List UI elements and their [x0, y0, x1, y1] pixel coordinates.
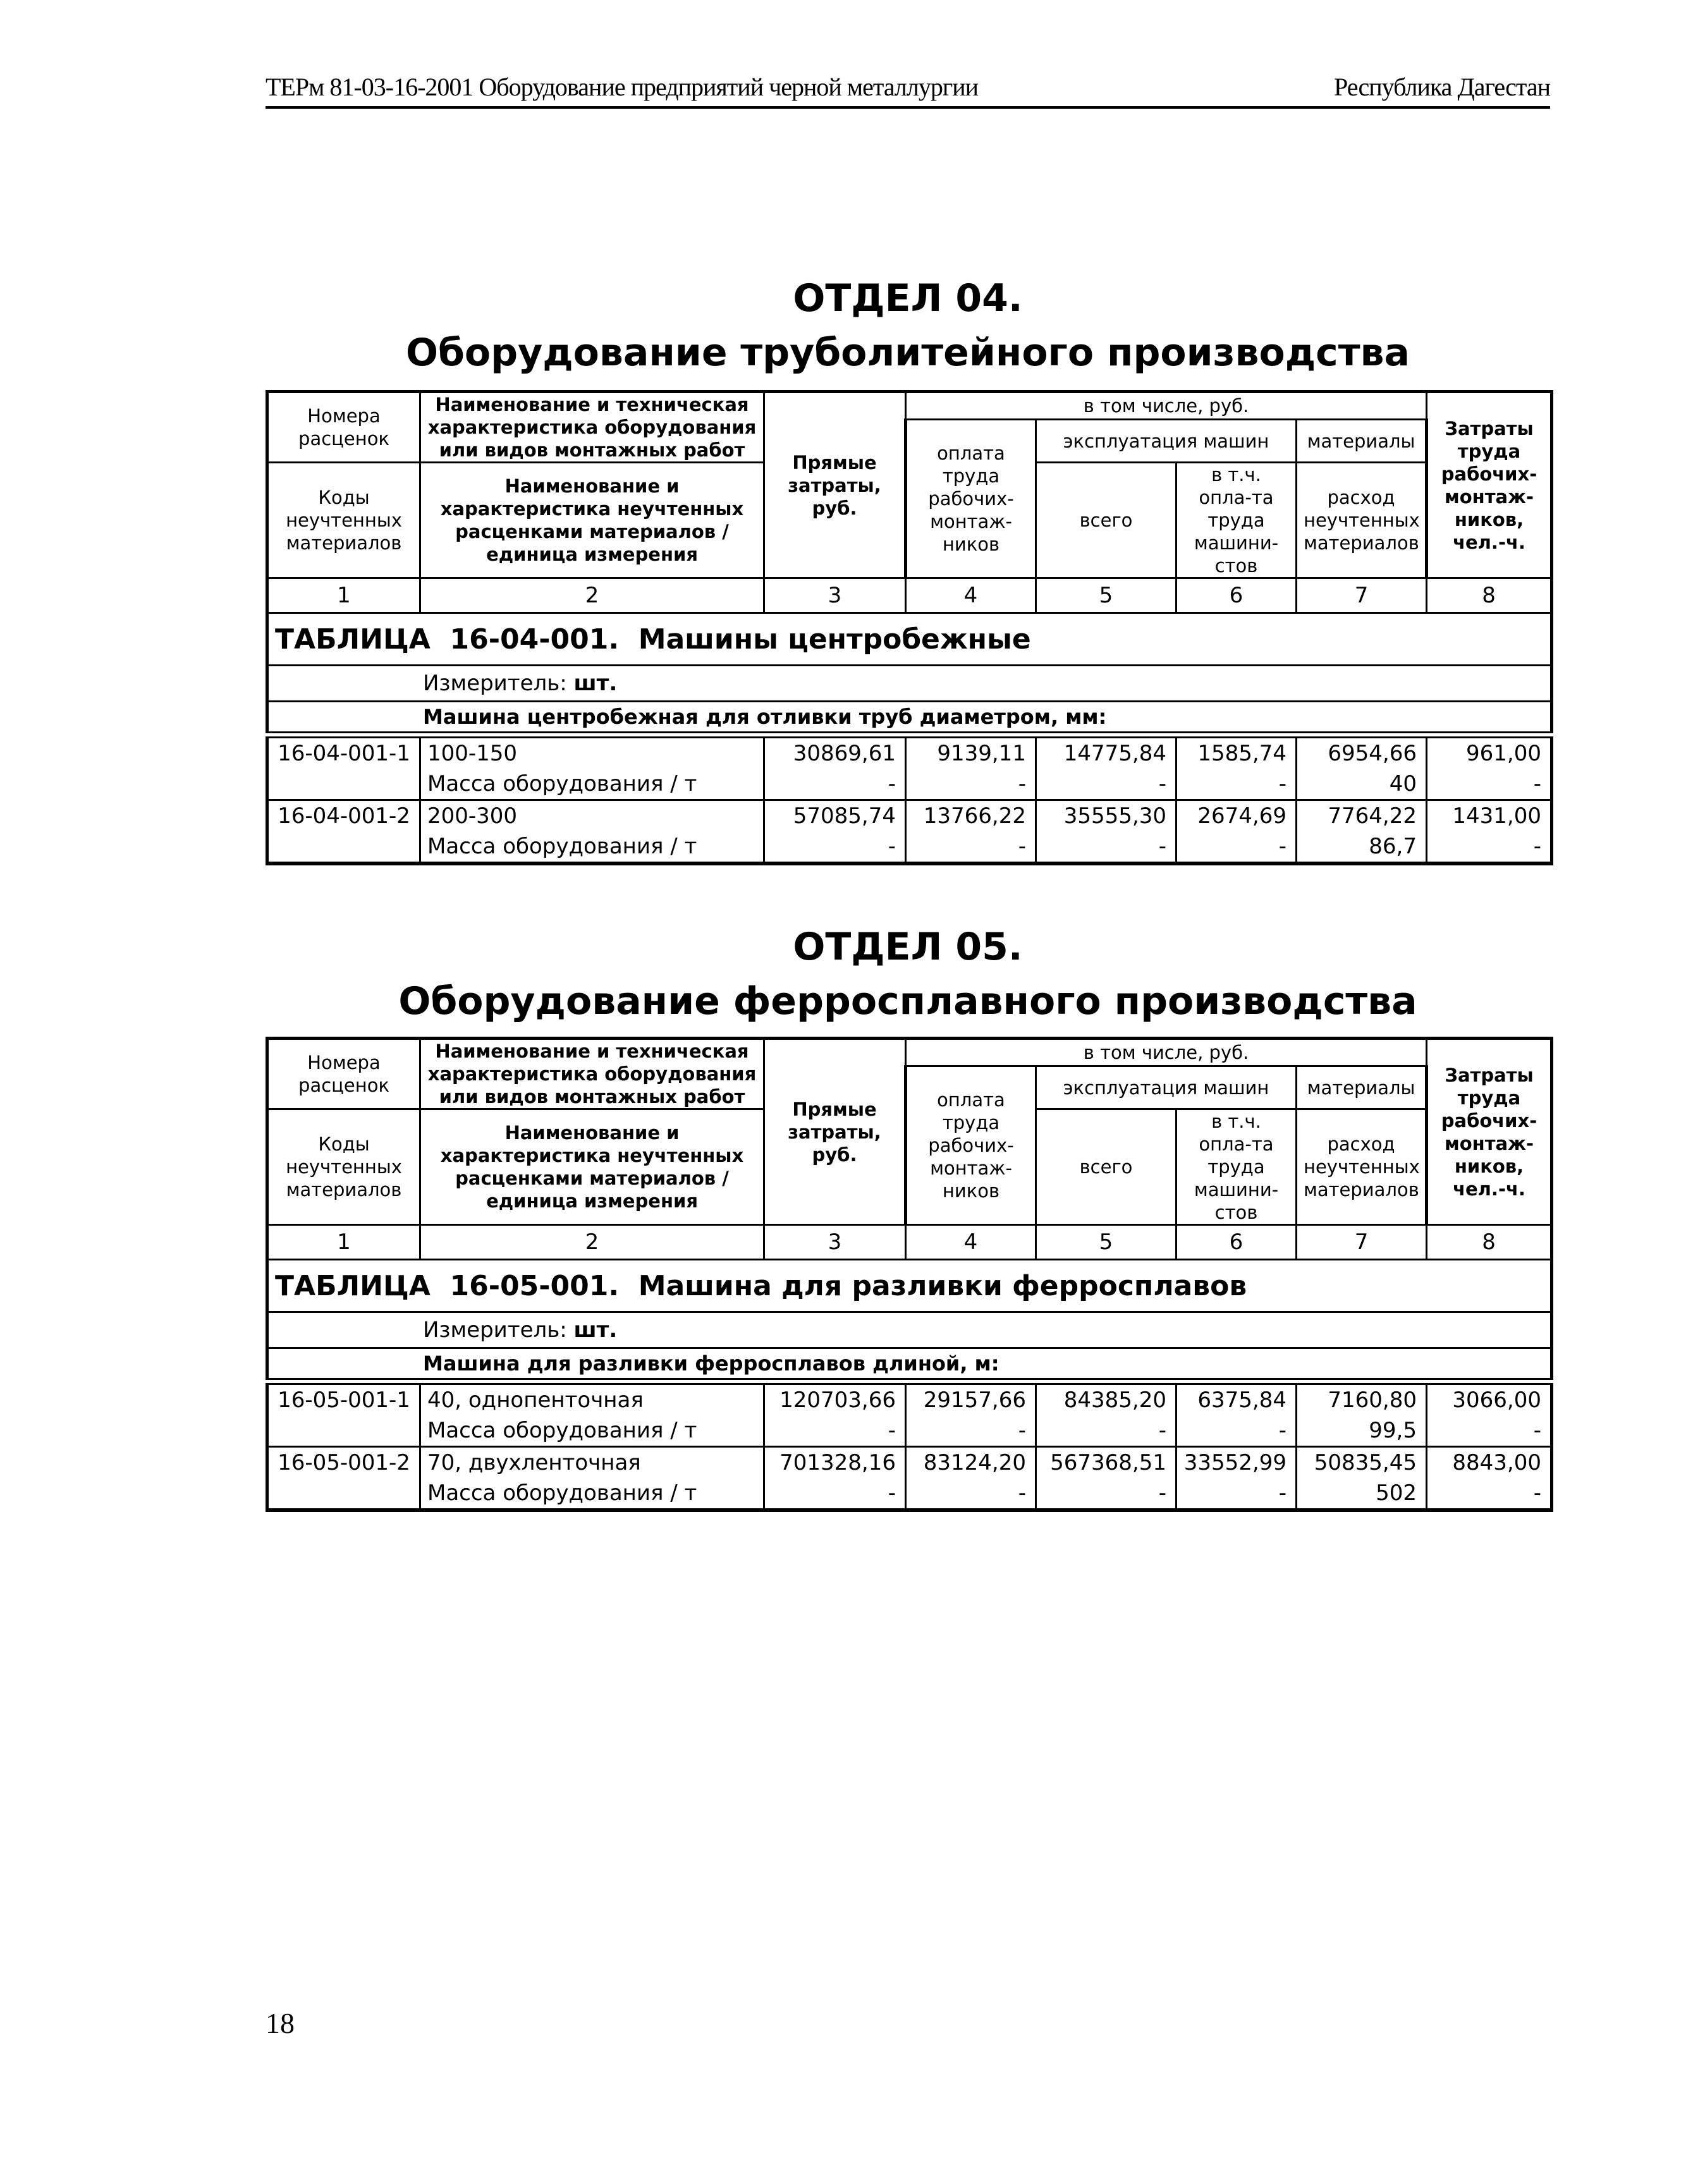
- col-number: 5: [1036, 1225, 1176, 1260]
- table-row: [267, 800, 1552, 832]
- col-number: 4: [906, 578, 1036, 613]
- rate-rows-05: [266, 1383, 1553, 1512]
- labor-pay: -: [906, 1415, 1036, 1447]
- direct-costs: -: [764, 831, 906, 863]
- col-materials: материалы: [1297, 420, 1427, 463]
- section-title: ОТДЕЛ 04.: [793, 276, 1023, 320]
- table-heading: [267, 613, 1552, 666]
- material-name: Масса оборудования / т: [420, 831, 764, 863]
- col-name: Наименование и техническая характеристика оборудования или видов монтажных работ: [420, 1039, 764, 1109]
- rate-table-04: [266, 390, 1553, 733]
- col-total: всего: [1036, 1109, 1176, 1225]
- labor-hours: 3066,00: [1427, 1384, 1552, 1416]
- group-heading: Машина для разливки ферросплавов длиной, м:: [267, 1348, 1552, 1379]
- table-row: [267, 1415, 1552, 1447]
- materials: 50835,45: [1297, 1447, 1427, 1479]
- col-total: всего: [1036, 463, 1176, 578]
- direct-costs: 120703,66: [764, 1384, 906, 1416]
- material-name: Масса оборудования / т: [420, 1415, 764, 1447]
- rate-name: 40, однопенточная: [420, 1384, 764, 1416]
- rate-rows-04: [266, 736, 1553, 865]
- running-header: [266, 66, 1550, 109]
- section-title: ОТДЕЛ 05.: [793, 925, 1023, 969]
- col-material-usage: расход неучтенных материалов: [1297, 1109, 1427, 1225]
- measure-unit: [267, 666, 1552, 702]
- section-subtitle: Оборудование ферросплавного производства: [398, 979, 1417, 1023]
- direct-costs: -: [764, 1415, 906, 1447]
- col-number: 2: [420, 578, 764, 613]
- material-usage: 40: [1297, 769, 1427, 800]
- machinist-pay: 2674,69: [1176, 800, 1297, 832]
- rate-code: 16-05-001-2: [267, 1447, 420, 1479]
- labor-pay: -: [906, 1478, 1036, 1510]
- col-number: 8: [1427, 1225, 1552, 1260]
- document-code: ТЕРм 81-03-16-2001 Оборудование предприятий черной металлургии: [266, 73, 979, 101]
- page-number: 18: [266, 2007, 295, 2039]
- machine-total: 84385,20: [1036, 1384, 1176, 1416]
- col-number: 4: [906, 1225, 1036, 1260]
- labor-hours: 1431,00: [1427, 800, 1552, 832]
- direct-costs: 57085,74: [764, 800, 906, 832]
- col-materials: материалы: [1297, 1066, 1427, 1109]
- material-code: [267, 831, 420, 863]
- measure-label: Измеритель:: [423, 671, 567, 696]
- material-code: [267, 1478, 420, 1510]
- direct-costs: 701328,16: [764, 1447, 906, 1479]
- col-labor-pay: оплата труда рабочих-монтаж-ников: [906, 1066, 1036, 1225]
- material-name: Масса оборудования / т: [420, 1478, 764, 1510]
- table-row: [267, 1478, 1552, 1510]
- labor-hours: -: [1427, 1415, 1552, 1447]
- materials: 7764,22: [1297, 800, 1427, 832]
- col-number: 7: [1297, 578, 1427, 613]
- measure-label: Измеритель:: [423, 1317, 567, 1343]
- col-rate-numbers: Номера расценок: [267, 1039, 420, 1109]
- labor-hours: 961,00: [1427, 738, 1552, 769]
- machine-total: 567368,51: [1036, 1447, 1176, 1479]
- table-row: [267, 1384, 1552, 1416]
- direct-costs: -: [764, 1478, 906, 1510]
- col-number: 6: [1176, 1225, 1297, 1260]
- material-usage: 502: [1297, 1478, 1427, 1510]
- labor-hours: -: [1427, 769, 1552, 800]
- direct-costs: -: [764, 769, 906, 800]
- machine-total: -: [1036, 769, 1176, 800]
- col-number: 1: [267, 578, 420, 613]
- region-name: Республика Дагестан: [1334, 73, 1550, 101]
- table-code: 16-05-001.: [449, 1269, 620, 1302]
- machine-total: -: [1036, 831, 1176, 863]
- section-subtitle: Оборудование труболитейного производства: [406, 331, 1410, 375]
- machinist-pay: -: [1176, 769, 1297, 800]
- col-labor-pay: оплата труда рабочих-монтаж-ников: [906, 420, 1036, 578]
- table-code: 16-04-001.: [449, 623, 620, 656]
- material-usage: 86,7: [1297, 831, 1427, 863]
- rate-code: 16-04-001-1: [267, 738, 420, 769]
- materials: 6954,66: [1297, 738, 1427, 769]
- col-material-name: Наименование и характеристика неучтенных расценками материалов / единица измерения: [420, 463, 764, 578]
- labor-pay: -: [906, 769, 1036, 800]
- rate-table-05: [266, 1037, 1553, 1380]
- col-including: в том числе, руб.: [906, 392, 1427, 420]
- labor-pay: -: [906, 831, 1036, 863]
- labor-hours: -: [1427, 1478, 1552, 1510]
- col-direct-costs: Прямые затраты, руб.: [764, 1039, 906, 1225]
- measure-unit: [267, 1312, 1552, 1348]
- col-rate-numbers: Номера расценок: [267, 392, 420, 463]
- group-heading: Машина центробежная для отливки труб диаметром, мм:: [267, 702, 1552, 733]
- rate-name: 200-300: [420, 800, 764, 832]
- col-name: Наименование и техническая характеристика оборудования или видов монтажных работ: [420, 392, 764, 463]
- col-number: 3: [764, 578, 906, 613]
- labor-pay: 9139,11: [906, 738, 1036, 769]
- machinist-pay: 33552,99: [1176, 1447, 1297, 1479]
- table-row: [267, 769, 1552, 800]
- col-including: в том числе, руб.: [906, 1039, 1427, 1066]
- machine-total: -: [1036, 1478, 1176, 1510]
- machine-total: 35555,30: [1036, 800, 1176, 832]
- material-code: [267, 1415, 420, 1447]
- col-material-name: Наименование и характеристика неучтенных расценками материалов / единица измерения: [420, 1109, 764, 1225]
- table-label: ТАБЛИЦА: [275, 623, 431, 656]
- material-code: [267, 769, 420, 800]
- machinist-pay: 6375,84: [1176, 1384, 1297, 1416]
- col-number: 7: [1297, 1225, 1427, 1260]
- table-row: [267, 738, 1552, 769]
- col-machine-operation: эксплуатация машин: [1036, 420, 1297, 463]
- machine-total: 14775,84: [1036, 738, 1176, 769]
- direct-costs: 30869,61: [764, 738, 906, 769]
- col-machinist-pay: в т.ч. опла-та труда машини-стов: [1176, 1109, 1297, 1225]
- material-usage: 99,5: [1297, 1415, 1427, 1447]
- measure-value: шт.: [573, 671, 618, 696]
- measure-value: шт.: [573, 1317, 618, 1343]
- col-material-codes: Коды неучтенных материалов: [267, 463, 420, 578]
- machine-total: -: [1036, 1415, 1176, 1447]
- table-label: ТАБЛИЦА: [275, 1269, 431, 1302]
- machinist-pay: -: [1176, 1478, 1297, 1510]
- labor-pay: 83124,20: [906, 1447, 1036, 1479]
- rate-name: 70, двухленточная: [420, 1447, 764, 1479]
- col-number: 8: [1427, 578, 1552, 613]
- labor-hours: 8843,00: [1427, 1447, 1552, 1479]
- table-row: [267, 831, 1552, 863]
- col-material-usage: расход неучтенных материалов: [1297, 463, 1427, 578]
- labor-pay: 13766,22: [906, 800, 1036, 832]
- rate-code: 16-04-001-2: [267, 800, 420, 832]
- rate-name: 100-150: [420, 738, 764, 769]
- col-labor-hours: Затраты труда рабочих-монтаж-ников, чел.-ч.: [1427, 392, 1552, 578]
- col-number: 3: [764, 1225, 906, 1260]
- machinist-pay: -: [1176, 1415, 1297, 1447]
- machinist-pay: 1585,74: [1176, 738, 1297, 769]
- machinist-pay: -: [1176, 831, 1297, 863]
- col-number: 1: [267, 1225, 420, 1260]
- material-name: Масса оборудования / т: [420, 769, 764, 800]
- col-machinist-pay: в т.ч. опла-та труда машини-стов: [1176, 463, 1297, 578]
- rate-code: 16-05-001-1: [267, 1384, 420, 1416]
- table-row: [267, 1447, 1552, 1479]
- col-material-codes: Коды неучтенных материалов: [267, 1109, 420, 1225]
- col-labor-hours: Затраты труда рабочих-монтаж-ников, чел.-ч.: [1427, 1039, 1552, 1225]
- col-number: 6: [1176, 578, 1297, 613]
- col-number: 2: [420, 1225, 764, 1260]
- labor-hours: -: [1427, 831, 1552, 863]
- materials: 7160,80: [1297, 1384, 1427, 1416]
- col-machine-operation: эксплуатация машин: [1036, 1066, 1297, 1109]
- labor-pay: 29157,66: [906, 1384, 1036, 1416]
- col-number: 5: [1036, 578, 1176, 613]
- table-heading: [267, 1260, 1552, 1312]
- col-direct-costs: Прямые затраты, руб.: [764, 392, 906, 578]
- table-name: Машина для разливки ферросплавов: [638, 1269, 1247, 1302]
- table-name: Машины центробежные: [638, 623, 1031, 656]
